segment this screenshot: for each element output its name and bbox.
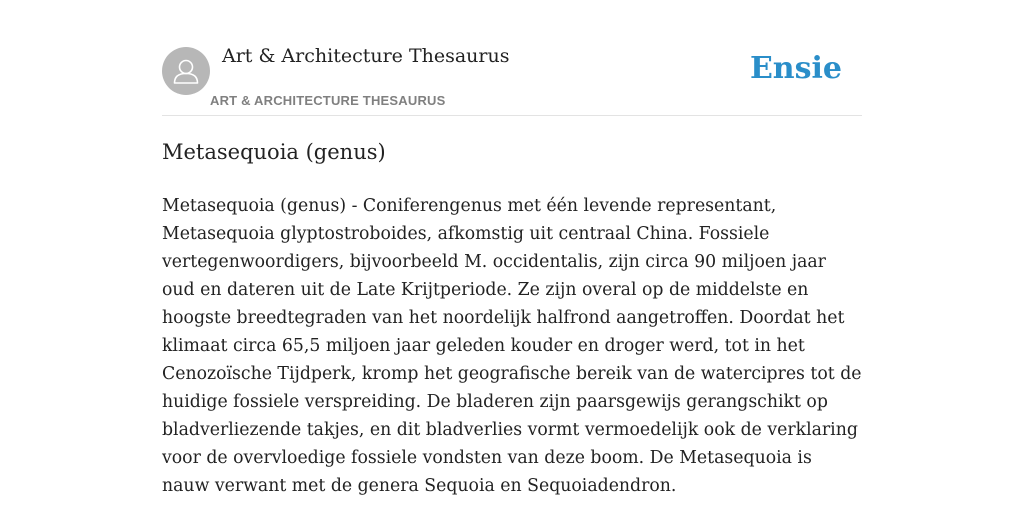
source-subtitle[interactable]: ART & ARCHITECTURE THESAURUS (210, 93, 446, 108)
avatar[interactable] (162, 47, 210, 95)
brand-logo[interactable]: Ensie (749, 51, 842, 86)
header-divider (162, 115, 862, 116)
user-outline-icon (162, 47, 210, 95)
entry-title: Metasequoia (genus) (162, 140, 386, 164)
entry-body: Metasequoia (genus) - Coniferengenus met één levende representant, Metasequoia glyptostroboides, afkomstig uit centraal China. Fossiele vertegenwoordigers, bijvoorbeeld M. occidentalis, zijn circa 90 miljoen jaar oud en dateren uit de Late Krijtperiode. Ze zijn overal op de middelste en hoogste breedtegraden van het noordelijk halfrond aangetroffen. Doordat het klimaat circa 65,5 miljoen jaar geleden kouder en droger werd, tot in het Cenozoïsche Tijdperk, kromp het geografische bereik van de watercipres tot de huidige fossiele verspreiding. De bladeren zijn paarsgewijs gerangschikt op bladverliezende takjes, en dit bladverlies vormt vermoedelijk ook de verklaring voor de overvloedige fossiele vondsten van deze boom. De Metasequoia is nauw verwant met de genera Sequoia en Sequoiadendron. (162, 196, 862, 496)
source-title[interactable]: Art & Architecture Thesaurus (222, 45, 510, 67)
